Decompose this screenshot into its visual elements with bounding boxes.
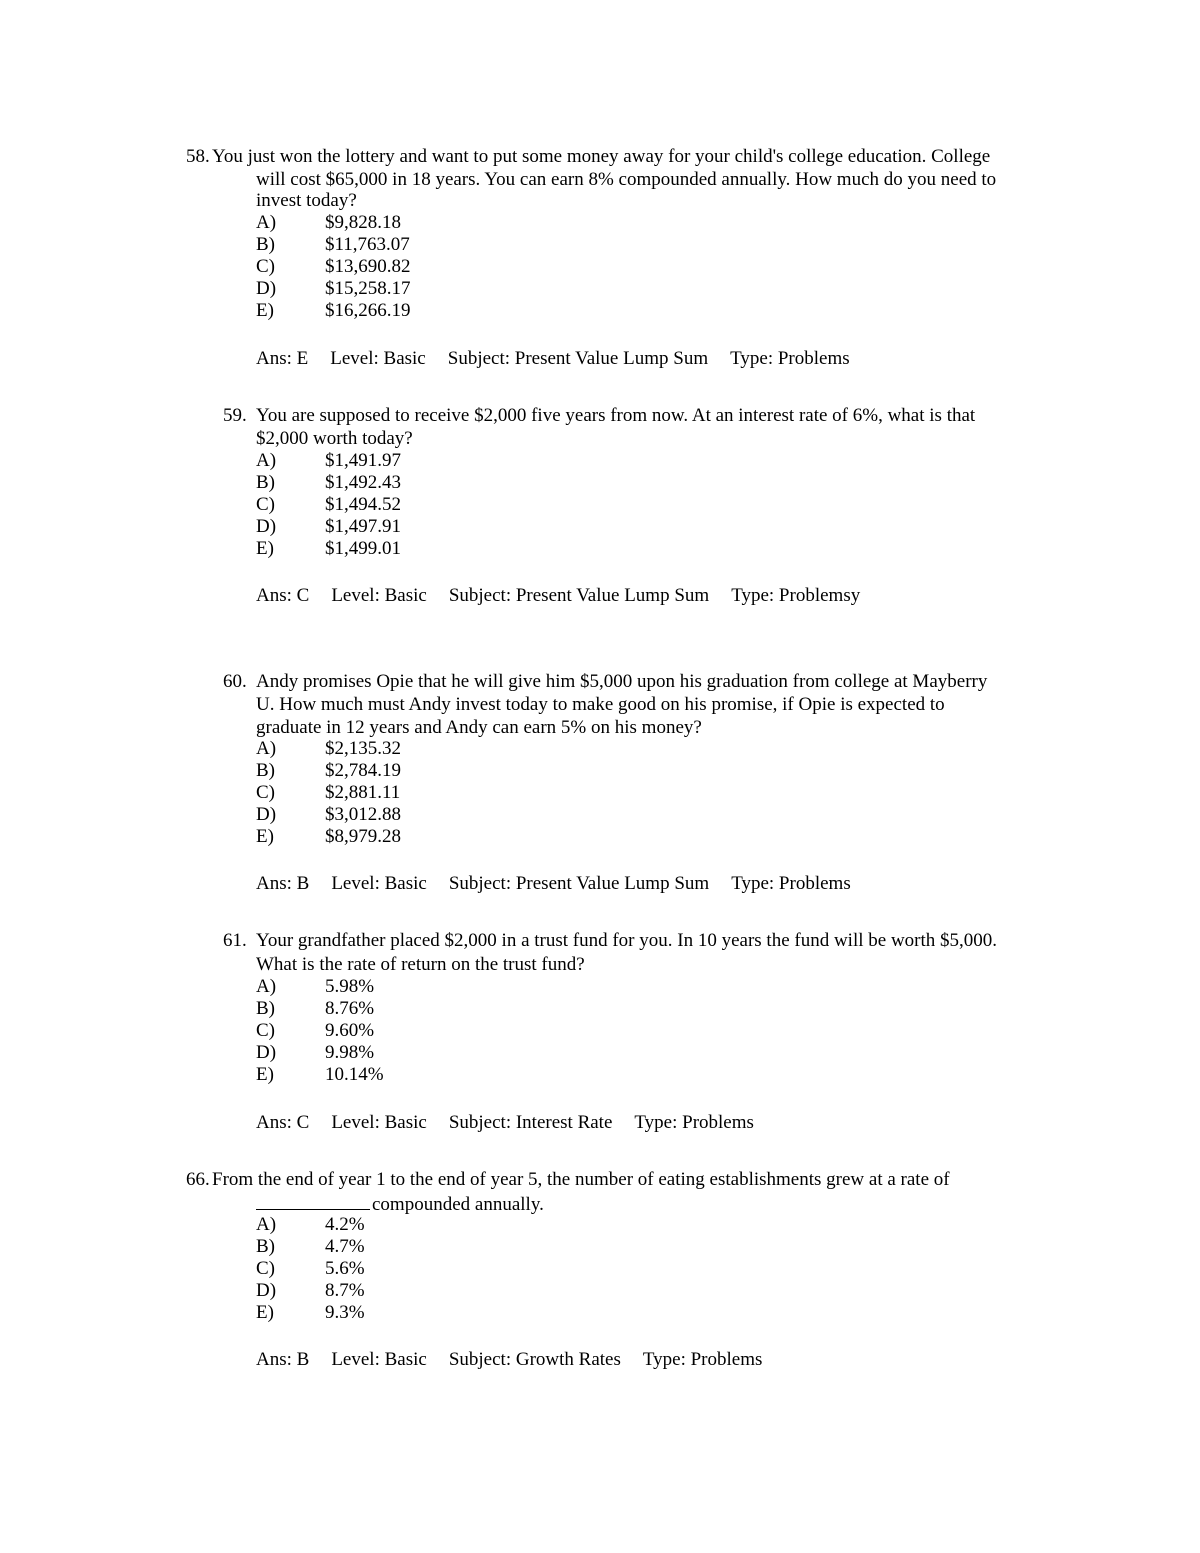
option-value: 9.98% — [325, 1042, 375, 1063]
answer-option — [256, 998, 374, 1020]
option-letter: E) — [256, 538, 274, 559]
option-letter: E) — [256, 826, 274, 847]
answer-option — [256, 516, 401, 538]
option-value: 10.14% — [325, 1064, 384, 1085]
question-stem-line: graduate in 12 years and Andy can earn 5% on his money? — [256, 717, 702, 738]
option-letter: E) — [256, 300, 274, 321]
option-value: $8,979.28 — [325, 826, 401, 847]
option-value: 8.76% — [325, 998, 375, 1019]
question-number: 59. — [223, 405, 247, 426]
option-value: $1,491.97 — [325, 450, 401, 471]
option-value: 8.7% — [325, 1280, 365, 1301]
option-value: $1,492.43 — [325, 472, 401, 493]
option-value: $2,784.19 — [325, 760, 401, 781]
option-value: $2,881.11 — [325, 782, 401, 803]
option-letter: A) — [256, 212, 277, 233]
answer-option — [256, 1236, 365, 1258]
question-number: 61. — [223, 930, 247, 951]
answer-option — [256, 1258, 365, 1280]
answer-level: Level: Basic — [331, 585, 427, 606]
question-stem-line: invest today? — [256, 190, 357, 211]
question-stem-line: From the end of year 1 to the end of year 5, the number of eating establishments grew at a rate of — [212, 1169, 950, 1190]
option-letter: D) — [256, 278, 277, 299]
answer-key-line — [256, 585, 860, 607]
option-letter: A) — [256, 738, 277, 759]
option-letter: B) — [256, 234, 275, 255]
answer-option — [256, 738, 401, 760]
fill-in-blank — [256, 1192, 370, 1210]
question-stem-line: $2,000 worth today? — [256, 428, 413, 449]
answer-option — [256, 1020, 374, 1042]
answer-key-line — [256, 873, 851, 895]
answer-option — [256, 1064, 384, 1086]
option-value: $1,494.52 — [325, 494, 401, 515]
question-number: 58. — [186, 146, 210, 167]
option-value: 5.98% — [325, 976, 375, 997]
answer-option — [256, 494, 401, 516]
option-letter: E) — [256, 1064, 274, 1085]
answer-key-line — [256, 1112, 754, 1134]
answer-option — [256, 212, 401, 234]
option-value: 9.3% — [325, 1302, 365, 1323]
answer-option — [256, 1280, 365, 1302]
option-letter: B) — [256, 998, 275, 1019]
option-letter: B) — [256, 760, 275, 781]
question-stem-line: You are supposed to receive $2,000 five years from now. At an interest rate of 6%, what is that — [256, 405, 976, 426]
answer-type: Type: Problems — [642, 1349, 763, 1370]
answer-subject: Subject: Interest Rate — [448, 1112, 613, 1133]
option-value: 5.6% — [325, 1258, 365, 1279]
option-letter: B) — [256, 472, 275, 493]
option-letter: D) — [256, 516, 277, 537]
answer-key: Ans: B — [256, 1349, 310, 1370]
answer-subject: Subject: Present Value Lump Sum — [448, 585, 710, 606]
option-letter: A) — [256, 976, 277, 997]
question-stem-text: compounded annually. — [372, 1194, 544, 1215]
answer-subject: Subject: Growth Rates — [448, 1349, 621, 1370]
option-letter: C) — [256, 1258, 275, 1279]
answer-option — [256, 450, 401, 472]
option-value: $9,828.18 — [325, 212, 401, 233]
question-stem-line: will cost $65,000 in 18 years. You can earn 8% compounded annually. How much do you need to — [256, 169, 997, 190]
answer-level: Level: Basic — [330, 348, 426, 369]
answer-type: Type: Problems — [634, 1112, 754, 1133]
answer-type: Type: Problemsy — [731, 585, 861, 606]
question-stem-line: U. How much must Andy invest today to make good on his promise, if Opie is expected to — [256, 694, 945, 715]
question-stem-line-2 — [256, 1192, 544, 1216]
option-letter: D) — [256, 804, 277, 825]
answer-type: Type: Problems — [731, 873, 851, 894]
answer-option — [256, 782, 400, 804]
option-letter: C) — [256, 494, 275, 515]
answer-option — [256, 1302, 365, 1324]
answer-option — [256, 760, 401, 782]
option-value: $1,497.91 — [325, 516, 401, 537]
answer-option — [256, 256, 411, 278]
option-value: $2,135.32 — [325, 738, 401, 759]
option-value: 4.2% — [325, 1214, 365, 1235]
answer-subject: Subject: Present Value Lump Sum — [447, 348, 709, 369]
question-number: 66. — [186, 1169, 210, 1190]
answer-option — [256, 976, 374, 998]
answer-key: Ans: B — [256, 873, 310, 894]
answer-key: Ans: C — [256, 1112, 310, 1133]
option-value: $16,266.19 — [325, 300, 411, 321]
option-value: $13,690.82 — [325, 256, 411, 277]
question-stem-line: Andy promises Opie that he will give him $5,000 upon his graduation from college at Mayberry — [256, 671, 988, 692]
answer-option — [256, 234, 410, 256]
question-stem-line: You just won the lottery and want to put some money away for your child's college education. College — [212, 146, 991, 167]
answer-key-line — [256, 348, 850, 370]
answer-key-line — [256, 1349, 762, 1371]
question-stem-line: Your grandfather placed $2,000 in a trust fund for you. In 10 years the fund will be worth $5,000. — [256, 930, 998, 951]
answer-option — [256, 804, 401, 826]
option-letter: A) — [256, 1214, 277, 1235]
answer-option — [256, 538, 401, 560]
option-value: 9.60% — [325, 1020, 375, 1041]
answer-type: Type: Problems — [730, 348, 850, 369]
answer-option — [256, 1214, 365, 1236]
option-value: $3,012.88 — [325, 804, 401, 825]
option-letter: D) — [256, 1280, 277, 1301]
answer-option — [256, 278, 411, 300]
answer-level: Level: Basic — [331, 1349, 427, 1370]
option-letter: D) — [256, 1042, 277, 1063]
option-letter: C) — [256, 256, 275, 277]
answer-level: Level: Basic — [331, 873, 427, 894]
option-value: 4.7% — [325, 1236, 365, 1257]
answer-option — [256, 300, 411, 322]
option-letter: E) — [256, 1302, 274, 1323]
answer-option — [256, 826, 401, 848]
option-value: $11,763.07 — [325, 234, 410, 255]
option-value: $15,258.17 — [325, 278, 411, 299]
answer-key: Ans: C — [256, 585, 310, 606]
question-stem-line: What is the rate of return on the trust fund? — [256, 954, 585, 975]
option-letter: B) — [256, 1236, 275, 1257]
option-value: $1,499.01 — [325, 538, 401, 559]
option-letter: C) — [256, 1020, 275, 1041]
answer-option — [256, 472, 401, 494]
answer-level: Level: Basic — [331, 1112, 427, 1133]
option-letter: C) — [256, 782, 275, 803]
answer-subject: Subject: Present Value Lump Sum — [448, 873, 710, 894]
option-letter: A) — [256, 450, 277, 471]
answer-option — [256, 1042, 374, 1064]
answer-key: Ans: E — [256, 348, 309, 369]
question-number: 60. — [223, 671, 247, 692]
